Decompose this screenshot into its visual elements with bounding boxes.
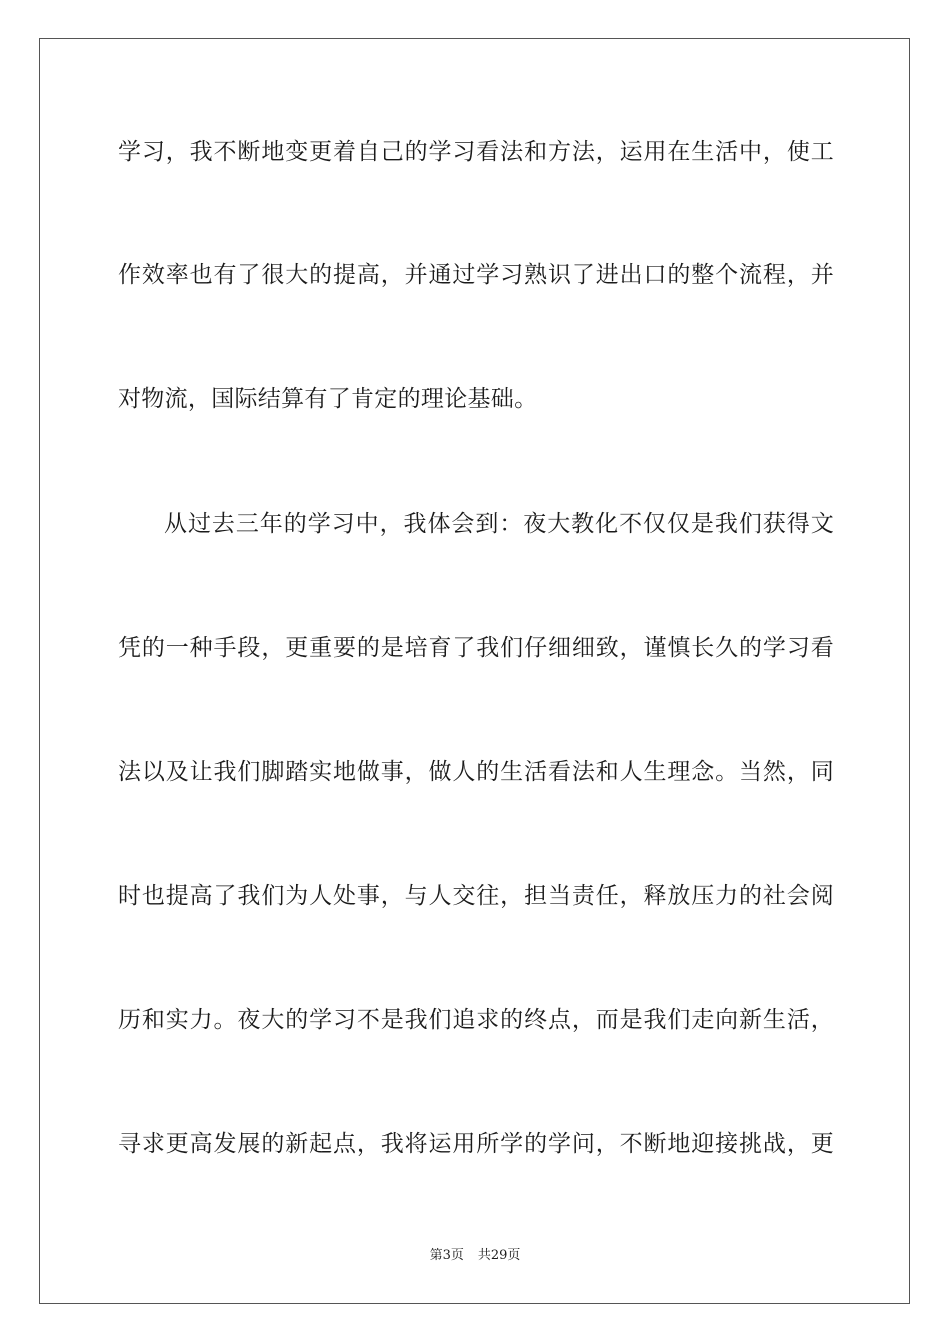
page-number: 第3页 <box>429 1248 464 1263</box>
body-text-line: 作效率也有了很大的提高，并通过学习熟识了进出口的整个流程，并 <box>118 262 834 288</box>
body-text-line: 学习，我不断地变更着自己的学习看法和方法，运用在生活中，使工 <box>118 139 834 165</box>
body-text-line: 历和实力。夜大的学习不是我们追求的终点，而是我们走向新生活， <box>118 1007 834 1033</box>
body-text-line: 凭的一种手段，更重要的是培育了我们仔细细致，谨慎长久的学习看 <box>118 635 834 661</box>
body-text-line: 法以及让我们脚踏实地做事，做人的生活看法和人生理念。当然，同 <box>118 759 834 785</box>
body-text-line: 从过去三年的学习中，我体会到：夜大教化不仅仅是我们获得文 <box>164 511 834 537</box>
page-footer <box>0 1247 950 1265</box>
page-frame <box>39 38 910 1304</box>
page-total: 共29页 <box>477 1248 521 1263</box>
body-text-line: 对物流，国际结算有了肯定的理论基础。 <box>118 386 538 412</box>
body-text-line: 时也提高了我们为人处事，与人交往，担当责任，释放压力的社会阅 <box>118 883 834 909</box>
body-text-line: 寻求更高发展的新起点，我将运用所学的学问，不断地迎接挑战，更 <box>118 1131 834 1157</box>
